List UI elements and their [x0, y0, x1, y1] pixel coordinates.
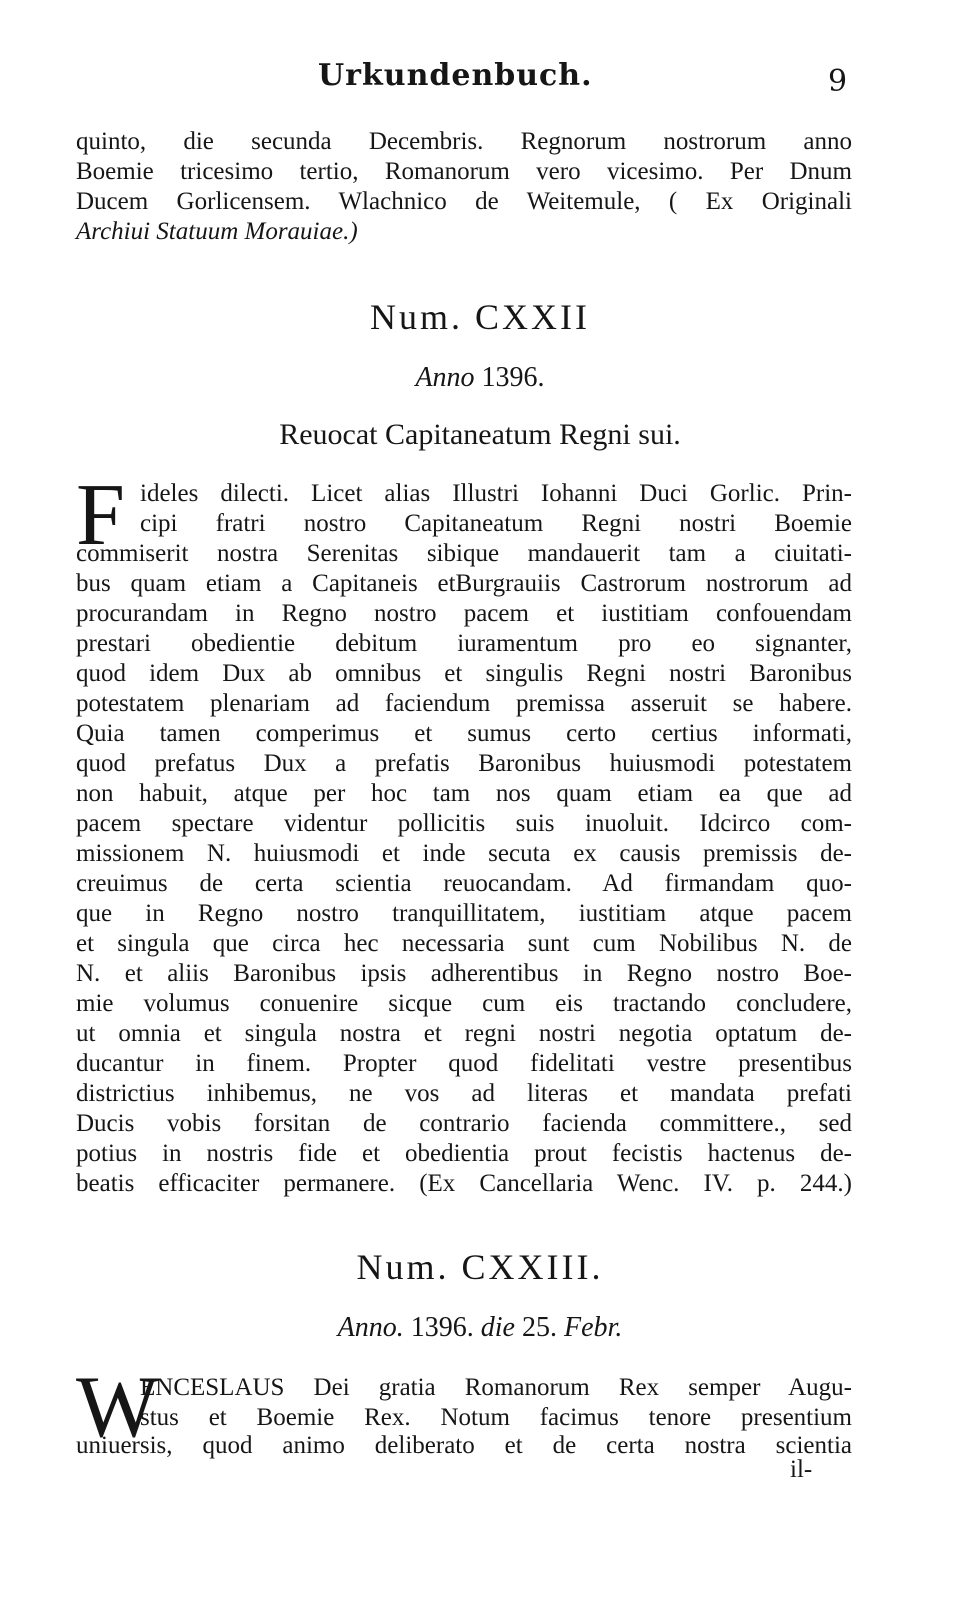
document-number-heading: Num. CXXII [370, 297, 590, 337]
text-line: quod idem Dux ab omnibus et singulis Regni nostri Baronibus [76, 660, 852, 687]
anno-die: die [480, 1312, 515, 1343]
text-line: quod prefatus Dux a prefatis Baronibus huiusmodi potestatem [76, 750, 852, 777]
document-date-heading [0, 362, 960, 394]
text-line: Boemie tricesimo tertio, Romanorum vero vicesimo. Per Dnum [76, 158, 852, 185]
drop-capital: W [76, 1359, 160, 1456]
text-line: missionem N. huiusmodi et inde secuta ex causis premissis de- [76, 840, 852, 867]
text-line: que in Regno nostro tranquillitatem, iustitiam atque pacem [76, 900, 852, 927]
document-title: Reuocat Capitaneatum Regni sui. [279, 418, 681, 451]
text-line: non habuit, atque per hoc tam nos quam etiam ea que ad [76, 780, 852, 807]
document-date-heading [0, 1312, 960, 1344]
text-line: uniuersis, quod animo deliberato et de certa nostra scientia [76, 1432, 852, 1459]
text-line: bus quam etiam a Capitaneis etBurgrauiis Castrorum nostrorum ad [76, 570, 852, 597]
drop-capital: F [76, 467, 125, 564]
anno-label: Anno [415, 362, 475, 393]
catchword: il- [790, 1456, 813, 1483]
text-line: pacem spectare videntur pollicitis suis inuoluit. Idcirco com- [76, 810, 852, 837]
text-line: potestatem plenariam ad faciendum premissa asseruit se habere. [76, 690, 852, 717]
text-line: et singula que circa hec necessaria sunt cum Nobilibus N. de [76, 930, 852, 957]
running-head-title: Urkundenbuch. [318, 58, 593, 93]
text-line: Quia tamen comperimus et sumus certo certius informati, [76, 720, 852, 747]
anno-year: 1396. [481, 362, 545, 393]
text-line: quinto, die secunda Decembris. Regnorum nostrorum anno [76, 128, 852, 155]
text-line: ducantur in finem. Propter quod fidelitati vestre presentibus [76, 1050, 852, 1077]
text-line-with-citation: beatis efficaciter permanere. (Ex Cancellaria Wenc. IV. p. 244.) [76, 1170, 852, 1197]
text-line: Ducis vobis forsitan de contrario facienda committere., sed [76, 1110, 852, 1137]
text-line: ut omnia et singula nostra et regni nostri negotia optatum de- [76, 1020, 852, 1047]
text-line: stus et Boemie Rex. Notum facimus tenore presentium [140, 1404, 852, 1431]
text-line: cipi fratri nostro Capitaneatum Regni nostri Boemie [140, 510, 852, 537]
text-line: procurandam in Regno nostro pacem et iustitiam confouendam [76, 600, 852, 627]
text-line: potius in nostris fide et obedientia prout fecistis hactenus de- [76, 1140, 852, 1167]
page-number: 9 [828, 64, 848, 99]
text-line: N. et aliis Baronibus ipsis adherentibus in Regno nostro Boe- [76, 960, 852, 987]
anno-year: 1396. [410, 1312, 474, 1343]
text-line: Ducem Gorlicensem. Wlachnico de Weitemule, ( Ex Originali [76, 188, 852, 215]
text-line: ENCESLAUS Dei gratia Romanorum Rex semper Augu- [140, 1374, 852, 1401]
anno-label: Anno. [337, 1312, 404, 1343]
text-line: ideles dilecti. Licet alias Illustri Iohanni Duci Gorlic. Prin- [140, 480, 852, 507]
anno-day: 25. [522, 1312, 557, 1343]
source-citation: Archiui Statuum Morauiae.) [76, 218, 358, 245]
text-line: prestari obedientie debitum iuramentum pro eo signanter, [76, 630, 852, 657]
text-line: districtius inhibemus, ne vos ad literas et mandata prefati [76, 1080, 852, 1107]
text-line: mie volumus conuenire sicque cum eis tractando concludere, [76, 990, 852, 1017]
anno-month: Febr. [564, 1312, 623, 1343]
text-line: creuimus de certa scientia reuocandam. Ad firmandam quo- [76, 870, 852, 897]
text-line: commiserit nostra Serenitas sibique mandauerit tam a ciuitati- [76, 540, 852, 567]
running-head [0, 58, 960, 98]
document-number-heading: Num. CXXIII. [356, 1247, 604, 1287]
